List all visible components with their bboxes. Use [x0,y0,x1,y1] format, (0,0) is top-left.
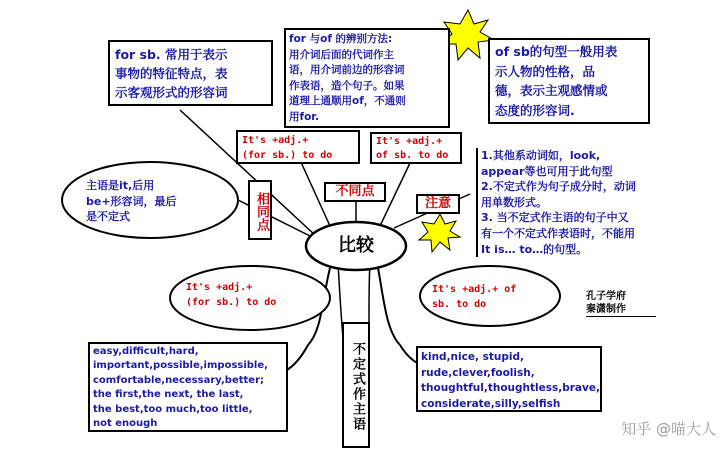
pattern-of-sb-lower: It's +adj.+ of sb. to do [432,284,517,310]
pattern-of-sb-upper: It's +adj.+ of sb. to do [370,132,462,164]
of-sb-usage-note: of sb的句型一般用表 示人物的性格，品 德，表示主观感情或 态度的形容词. [488,38,650,124]
infinitive-subject-label: 不定式作主语 [342,322,370,448]
attention-note: 1.其他系动词如，look, appear等也可用于此句型 2.不定式作为句子成分时，动词 用单数形式。 3. 当不定式作主语的句子中又 有一个不定式作表语时，不能用 It is… to…的句型。 [476,148,696,257]
right-stem [378,268,400,345]
similarity-label: 相同点 [248,180,272,240]
it-subject-cloud-note: 主语是it,后用 be+形容词，最后 是不定式 [86,179,177,223]
of-adjectives-list: kind,nice, stupid, rude,clever,foolish, thoughtful,thoughtless,brave, considerate,silly,selfish [416,346,602,412]
watermark: 知乎 @喵大人 [621,420,716,438]
pattern-for-sb-lower: It's +adj.+ (for sb.) to do [186,282,277,308]
credit-label: 孔子学府 秦潇制作 [586,290,656,317]
difference-label: 不同点 [324,182,386,202]
for-adjectives-list: easy,difficult,hard, important,possible,impossible, comfortable,necessary,better; the first,the next, the last, the best,too much,too little, not enough [88,342,288,432]
star-icon [419,214,460,252]
for-sb-usage-note: for sb. 常用于表示 事物的特征特点，表 示客观形式的形容词 [108,40,273,106]
pattern-for-sb-upper: It's +adj.+ (for sb.) to do [236,130,360,164]
center-compare-label: 比较 [338,235,374,256]
attention-label: 注意 [416,194,460,214]
for-of-distinction-note: for 与of 的辨别方法: 用介词后面的代词作主 语，用介词前边的形容词 作表语，造个句子。如果 道理上通顺用of，不通则 用for. [284,28,450,128]
